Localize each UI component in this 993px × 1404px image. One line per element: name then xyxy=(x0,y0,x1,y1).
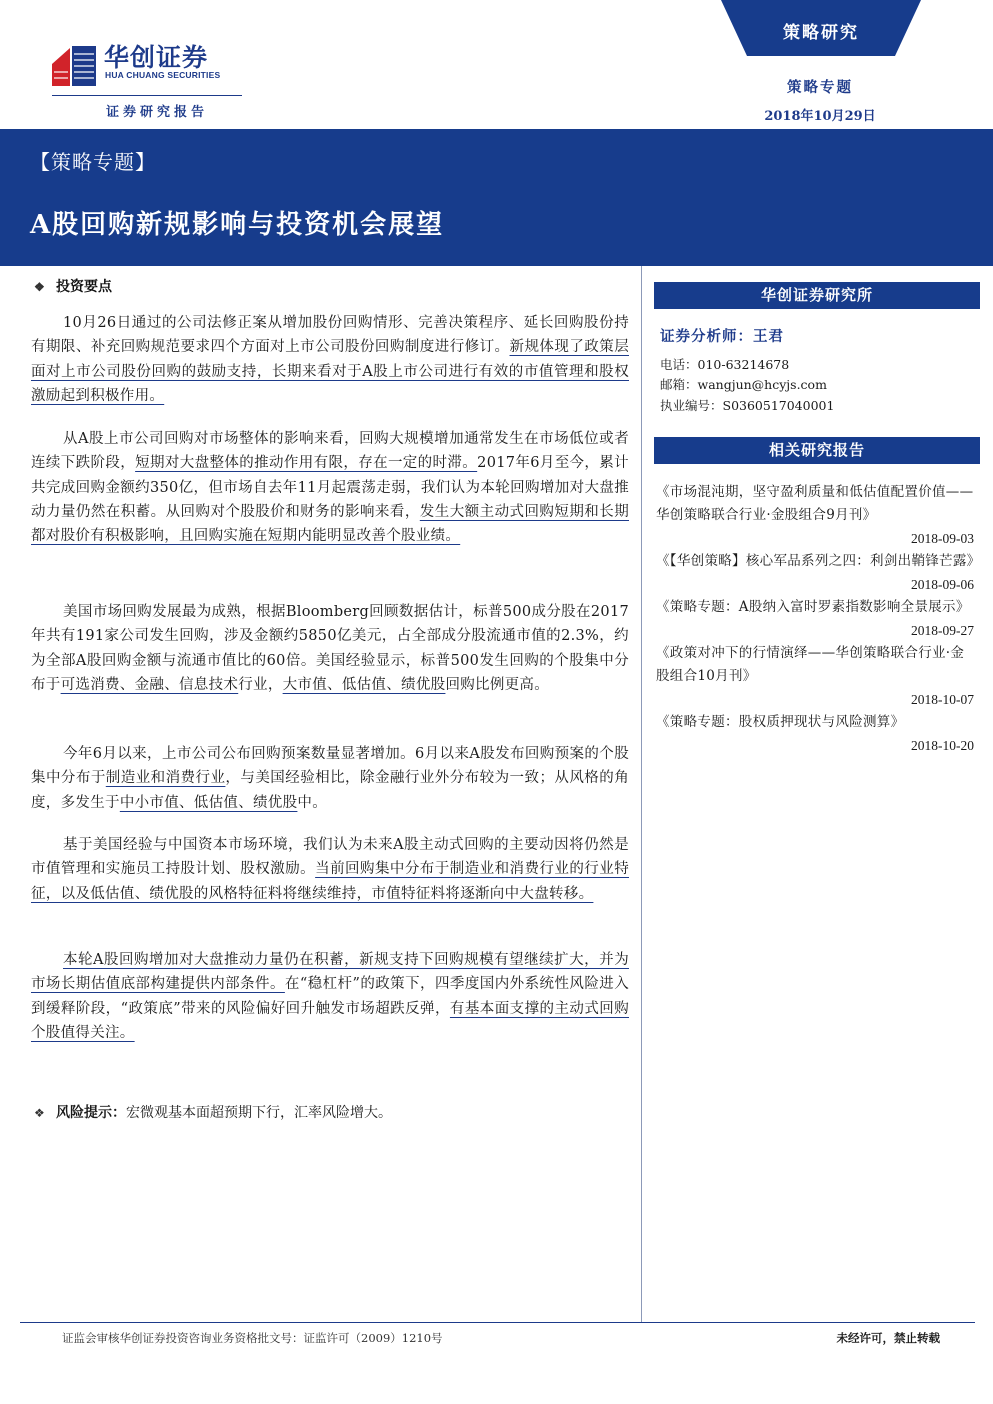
footer-divider xyxy=(20,1322,975,1323)
company-logo xyxy=(50,38,250,98)
institute-header: 华创证券研究所 xyxy=(654,282,980,309)
related-report-date: 2018-10-07 xyxy=(911,692,974,707)
analyst-license: 执业编号：S0360517040001 xyxy=(660,398,835,413)
paragraph-text: 2017年6月至今，累计共完成回购金额约350亿，但市场自去年11月起震荡走弱，我们认为本轮回购增加对大盘推动力量仍然在积蓄。从回购对个股股价和财务的影响来看， xyxy=(31,455,629,520)
logo-name-cn: 华创证券 xyxy=(104,43,209,72)
report-title: A股回购新规影响与投资机会展望 xyxy=(30,210,445,240)
related-report-date: 2018-09-06 xyxy=(911,577,974,592)
related-report-date: 2018-10-20 xyxy=(911,738,974,753)
paragraph-text: 回购比例更高。 xyxy=(445,676,550,693)
paragraph-highlight: 中小市值、低估值、绩优股 xyxy=(119,794,298,811)
related-reports-header: 相关研究报告 xyxy=(654,437,980,464)
paragraph-4 xyxy=(31,742,629,815)
report-type: 策略专题 xyxy=(787,79,853,96)
column-divider xyxy=(641,266,642,1322)
strategy-tab xyxy=(721,0,921,56)
report-date: 2018年10月29日 xyxy=(764,109,876,124)
footer-notice: 未经许可，禁止转载 xyxy=(836,1331,940,1345)
paragraph-text: 在“稳杠杆”的政策下，四季度国内外系统性风险进入到缓释阶段，“政策底”带来的风险偏好回升触发市场超跌反弹， xyxy=(31,976,629,1017)
paragraph-text: ，与美国经验相比，除金融行业外分布较为一致；从风格的角度，多发生于 xyxy=(31,770,630,811)
strategy-tab-label: 策略研究 xyxy=(783,23,859,43)
paragraph-2 xyxy=(31,427,629,548)
related-report-title[interactable]: 《政策对冲下的行情演绎——华创策略联合行业·金股组合10月刊》 xyxy=(656,645,965,684)
paragraph-highlight: 新规体现了政策层面对上市公司股份回购的鼓励支持，长期来看对于A股上市公司进行有效的市值管理和股权激励起到积极作用。 xyxy=(31,339,629,404)
related-report-item[interactable] xyxy=(656,550,981,596)
footer-license: 证监会审核华创证券投资咨询业务资格批文号：证监许可（2009）1210号 xyxy=(62,1331,443,1345)
paragraph-text: 中。 xyxy=(297,794,328,811)
section-heading-key-points xyxy=(34,276,112,296)
paragraph-highlight: 本轮A股回购增加对大盘推动力量仍在积蓄，新规支持下回购规模有望继续扩大，并为市场长期估值底部构建提供内部条件。 xyxy=(31,952,629,993)
related-report-title[interactable]: 《策略专题：A股纳入富时罗素指数影响全景展示》 xyxy=(656,599,970,615)
paragraph-text: 今年6月以来，上市公司公布回购预案数量显著增加。6月以来A股发布回购预案的个股集中分布于 xyxy=(31,746,629,787)
paragraph-highlight: 大市值、低估值、绩优股 xyxy=(282,676,446,693)
related-report-date: 2018-09-03 xyxy=(911,531,974,546)
paragraph-1 xyxy=(31,311,629,408)
logo-name-en: HUA CHUANG SECURITIES xyxy=(105,70,221,80)
paragraph-highlight: 制造业和消费行业 xyxy=(105,770,226,787)
related-reports-list xyxy=(656,481,981,757)
logo-divider xyxy=(52,95,242,96)
related-report-item[interactable] xyxy=(656,481,974,550)
risk-text: 宏微观基本面超预期下行，汇率风险增大。 xyxy=(126,1105,392,1121)
diamond-bullet-icon: ❖ xyxy=(34,280,45,294)
analyst-email: 邮箱：wangjun@hcyjs.com xyxy=(660,377,827,392)
risk-warning xyxy=(34,1102,392,1122)
report-category: 证券研究报告 xyxy=(106,105,209,120)
section-heading-text: 投资要点 xyxy=(56,279,112,295)
paragraph-text: 行业， xyxy=(238,676,283,693)
paragraph-3 xyxy=(31,600,629,697)
related-report-item[interactable] xyxy=(656,642,974,711)
paragraph-highlight: 有基本面支撑的主动式回购个股值得关注。 xyxy=(31,1000,629,1041)
paragraph-5 xyxy=(31,833,629,906)
analyst-name: 证券分析师：王君 xyxy=(660,328,784,345)
paragraph-text: 美国市场回购发展最为成熟，根据Bloomberg回顾数据估计，标普500成分股在2017年共有191家公司发生回购，涉及金额约5850亿美元，占全部成分股流通市值的2.3%，约为全部A股回购金额与流通市值比的60倍。美国经验显示，标普500发生回购的个股集中分布于 xyxy=(31,604,629,693)
paragraph-highlight: 短期对大盘整体的推动作用有限，存在一定的时滞。 xyxy=(135,455,478,472)
related-report-date: 2018-09-27 xyxy=(911,623,974,638)
related-report-item[interactable] xyxy=(656,711,974,757)
related-report-title[interactable]: 《【华创策略】核心军品系列之四：利剑出鞘锋芒露》 xyxy=(656,553,981,569)
analyst-phone: 电话：010-63214678 xyxy=(660,357,790,372)
related-report-item[interactable] xyxy=(656,596,974,642)
paragraph-highlight: 可选消费、金融、信息技术 xyxy=(60,676,239,693)
paragraph-text: 10月26日通过的公司法修正案从增加股份回购情形、完善决策程序、延长回购股份持有期限、补充回购规范要求四个方面对上市公司股份回购制度进行修订。 xyxy=(31,315,629,356)
paragraph-text: 基于美国经验与中国资本市场环境，我们认为未来A股主动式回购的主要动因将仍然是市值管理和实施员工持股计划、股权激励。 xyxy=(31,837,629,878)
risk-label: 风险提示： xyxy=(56,1105,126,1121)
diamond-bullet-icon: ❖ xyxy=(34,1106,45,1120)
paragraph-text: 从A股上市公司回购对市场整体的影响来看，回购大规模增加通常发生在市场低位或者连续下跌阶段， xyxy=(31,431,629,472)
related-report-title[interactable]: 《策略专题：股权质押现状与风险测算》 xyxy=(656,714,905,730)
paragraph-highlight: 当前回购集中分布于制造业和消费行业的行业特征，以及低估值、绩优股的风格特征料将继续维持，市值特征料将逐渐向中大盘转移。 xyxy=(31,861,629,902)
banner-tag: 【策略专题】 xyxy=(30,150,156,174)
logo-mark-icon xyxy=(50,42,98,88)
related-report-title[interactable]: 《市场混沌期，坚守盈利质量和低估值配置价值——华创策略联合行业·金股组合9月刊》 xyxy=(656,484,974,523)
paragraph-6 xyxy=(31,948,629,1045)
paragraph-highlight: 发生大额主动式回购短期和长期都对股价有积极影响，且回购实施在短期内能明显改善个股业绩。 xyxy=(31,503,629,545)
